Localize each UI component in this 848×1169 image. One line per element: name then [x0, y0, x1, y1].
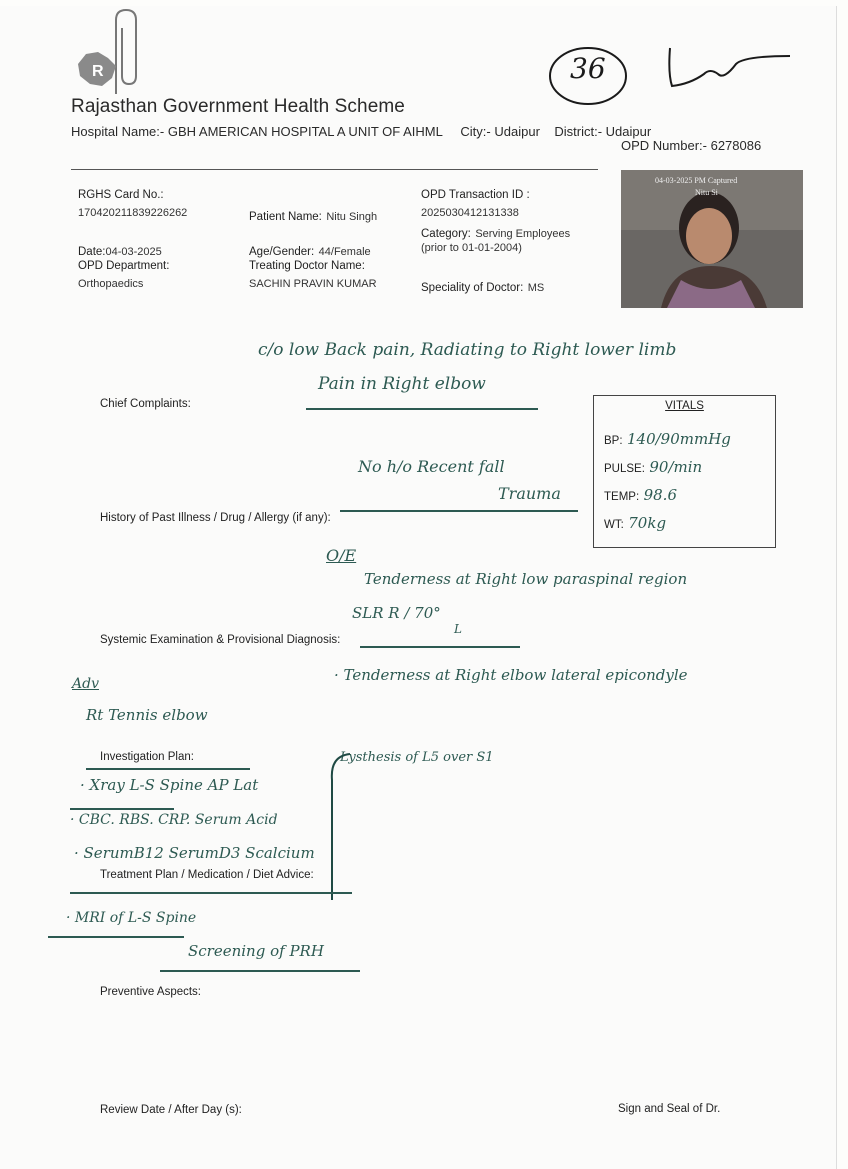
- vitals-temp-row: [604, 486, 677, 505]
- complaint-line-1: c/o low Back pain, Radiating to Right lower limb: [258, 340, 677, 360]
- txn-id: 2025030412131338: [421, 207, 519, 219]
- systemic-label: Systemic Examination & Provisional Diagnosis:: [100, 634, 341, 646]
- rajasthan-map-logo-icon: [74, 48, 120, 90]
- photo-name-overlay: Nitu Si: [695, 188, 718, 197]
- org-title: Rajasthan Government Health Scheme: [71, 96, 405, 117]
- investigation-label: Investigation Plan:: [100, 751, 194, 763]
- category-value: Serving Employees: [475, 228, 571, 240]
- age-gender-row: [249, 242, 371, 260]
- age-gender-value: 44/Female: [318, 246, 371, 258]
- temp-value: 98.6: [643, 486, 677, 504]
- exam-line-3: · Tenderness at Right elbow lateral epicondyle: [334, 666, 688, 684]
- speciality-row: [421, 278, 544, 296]
- patient-name-label: Patient Name:: [249, 211, 322, 223]
- city-value: Udaipur: [494, 124, 540, 139]
- date-label: Date:: [78, 246, 106, 258]
- header-divider: [71, 169, 598, 170]
- treatment-line-2: Screening of PRH: [188, 942, 324, 960]
- district-label: District:-: [554, 124, 603, 139]
- oe-label: O/E: [326, 546, 357, 565]
- opd-number-label: OPD Number:-: [621, 138, 707, 153]
- vitals-bp-row: [604, 430, 731, 449]
- wt-value: 70kg: [628, 514, 667, 532]
- handwritten-serial: 36: [570, 52, 606, 85]
- dept-label: OPD Department:: [78, 260, 170, 272]
- patient-photo: [621, 170, 803, 308]
- category-row: [421, 224, 570, 242]
- investigation-line-2: · CBC. RBS. CRP. Serum Acid: [70, 812, 278, 828]
- investigation-line-3: · SerumB12 SerumD3 Scalcium: [74, 844, 315, 862]
- opd-number-row: [621, 138, 761, 153]
- wt-label: WT:: [604, 519, 624, 531]
- pulse-value: 90/min: [649, 458, 703, 476]
- treatment-underline: [70, 892, 352, 894]
- hospital-name: GBH AMERICAN HOSPITAL A UNIT OF AIHML: [167, 124, 443, 139]
- review-date-label: Review Date / After Day (s):: [100, 1104, 242, 1116]
- speciality-label: Speciality of Doctor:: [421, 282, 524, 294]
- investigation-underline: [86, 768, 250, 770]
- date-row: [78, 242, 162, 260]
- treatment-underline-3: [160, 970, 360, 972]
- patient-name: Nitu Singh: [326, 211, 378, 223]
- adv-label: Adv: [72, 676, 99, 692]
- opd-number-value: 6278086: [710, 138, 762, 153]
- history-line-2: Trauma: [498, 484, 561, 503]
- history-underline: [340, 510, 578, 512]
- dept-value: Orthopaedics: [78, 278, 144, 290]
- card-number: 170420211839226262: [78, 207, 188, 219]
- opd-sheet: [0, 6, 837, 1169]
- svg-text:R: R: [92, 63, 104, 80]
- exam-underline: [360, 646, 520, 648]
- age-gender-label: Age/Gender:: [249, 246, 315, 258]
- investigation-note: Lysthesis of L5 over S1: [340, 750, 494, 765]
- vitals-wt-row: [604, 514, 666, 533]
- txn-label: OPD Transaction ID :: [421, 189, 530, 201]
- temp-label: TEMP:: [604, 491, 640, 503]
- exam-line-1: Tenderness at Right low paraspinal region: [364, 570, 688, 588]
- hospital-label: Hospital Name:-: [71, 124, 165, 139]
- bp-value: 140/90mmHg: [627, 430, 731, 448]
- chief-complaints-label: Chief Complaints:: [100, 398, 191, 410]
- speciality-value: MS: [527, 282, 545, 294]
- treatment-label: Treatment Plan / Medication / Diet Advice:: [100, 869, 314, 881]
- date-value: 04-03-2025: [105, 246, 162, 258]
- card-label: RGHS Card No.:: [78, 189, 164, 201]
- investigation-line-1: · Xray L-S Spine AP Lat: [80, 776, 259, 794]
- initials-signature-icon: [660, 44, 800, 94]
- investigation-underline-2: [70, 808, 174, 810]
- pulse-label: PULSE:: [604, 463, 645, 475]
- vitals-box: [593, 395, 776, 548]
- category-label: Category:: [421, 228, 471, 240]
- complaint-line-2: Pain in Right elbow: [318, 374, 486, 394]
- vitals-title: VITALS: [665, 400, 704, 412]
- district-value: Udaipur: [605, 124, 652, 139]
- sign-seal-label: Sign and Seal of Dr.: [618, 1103, 721, 1115]
- treatment-line-1: · MRI of L-S Spine: [66, 910, 197, 926]
- treatment-underline-2: [48, 936, 184, 938]
- vitals-pulse-row: [604, 458, 702, 477]
- doctor-label: Treating Doctor Name:: [249, 260, 365, 272]
- exam-line-2: SLR R / 70°: [352, 604, 441, 622]
- hospital-line: [71, 124, 651, 139]
- bracket-mark-icon: [320, 750, 360, 910]
- category-note: (prior to 01-01-2004): [421, 242, 522, 254]
- history-label: History of Past Illness / Drug / Allergy (if any):: [100, 512, 331, 524]
- exam-line-2b: L: [454, 622, 462, 636]
- photo-stamp: 04-03-2025 PM Captured: [655, 176, 738, 185]
- patient-name-row: [249, 207, 377, 225]
- diagnosis-text: Rt Tennis elbow: [86, 706, 208, 724]
- preventive-label: Preventive Aspects:: [100, 986, 201, 998]
- doctor-name: SACHIN PRAVIN KUMAR: [249, 278, 377, 290]
- history-line-1: No h/o Recent fall: [358, 457, 505, 476]
- complaint-underline: [306, 408, 538, 410]
- bp-label: BP:: [604, 435, 623, 447]
- city-label: City:-: [460, 124, 491, 139]
